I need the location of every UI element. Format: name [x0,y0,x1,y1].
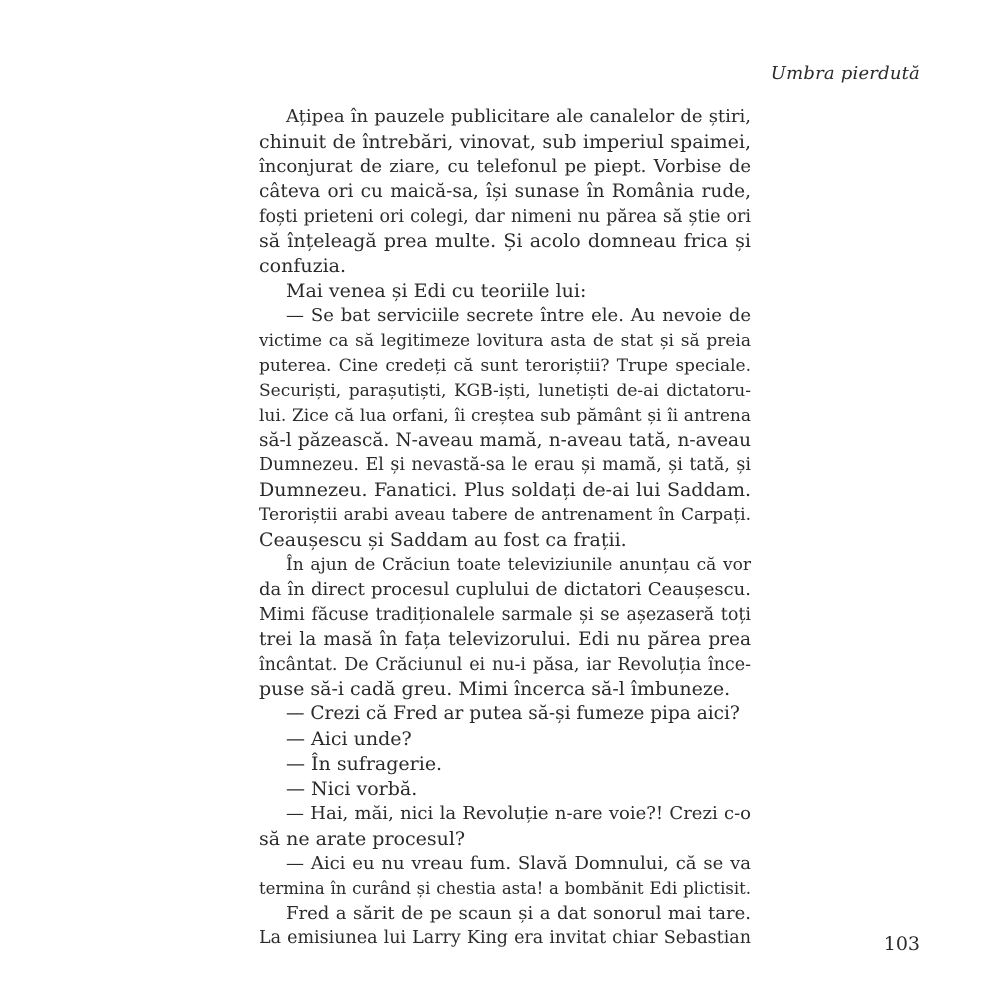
text-line: Fred a sărit de pe scaun și a dat sonorul mai tare. [286,902,751,924]
text-line: — În sufragerie. [286,753,443,776]
text-line: — Hai, măi, nici la Revoluție n-are voie?! Crezi c-o [286,802,751,824]
text-line: Teroriștii arabi aveau tabere de antrenament în Carpați. [259,505,751,526]
text-line: chinuit de întrebări, vinovat, sub imperiul spaimei, [259,130,751,153]
text-line: puterea. Cine credeți că sunt teroriștii? Trupe speciale. [259,355,751,376]
text-line: să ne arate procesul? [259,827,466,850]
running-head: Umbra pierdută [770,63,920,84]
text-line: trei la masă în fața televizorului. Edi nu părea prea [259,628,751,650]
text-line: termina în curând și chestia asta! a bombănit Edi plictisit. [259,878,751,898]
text-line: — Crezi că Fred ar putea să-și fumeze pipa aici? [286,703,740,725]
text-line: puse să-i cadă greu. Mimi încerca să-l îmbuneze. [259,678,731,701]
body-text [259,105,751,951]
text-line: Ceaușescu și Saddam au fost ca frații. [259,529,627,552]
text-line: încântat. De Crăciunul ei nu-i păsa, iar Revoluția înce- [259,654,751,675]
text-line: — Nici vorbă. [286,778,418,801]
text-line: Dumnezeu. El și nevastă-sa le erau și mamă, și tată, și [259,455,751,476]
text-line: — Aici eu nu vreau fum. Slavă Domnului, că se va [286,852,751,874]
text-line: să înțeleagă prea multe. Și acolo domneau frica și [259,230,751,253]
text-line: foști prieteni ori colegi, dar nimeni nu părea să știe ori [259,206,751,227]
text-line: În ajun de Crăciun toate televiziunile anunțau că vor [286,555,751,576]
text-line: Ațipea în pauzele publicitare ale canalelor de știri, [286,106,751,127]
page-number: 103 [883,933,920,955]
text-line: victime ca să legitimeze lovitura asta de stat și să preia [259,331,751,352]
text-line: Mimi făcuse tradiționalele sarmale și se așezaseră toți [259,604,751,625]
text-line: lui. Zice că lua orfani, îi creștea sub pământ și îi antrena [259,405,751,426]
text-line: — Aici unde? [286,728,412,751]
text-line: Securiști, parașutiști, KGB-iști, lunetiști de-ai dictatoru- [259,380,751,401]
text-line: — Se bat serviciile secrete între ele. Au nevoie de [286,305,751,327]
text-line: confuzia. [259,255,347,278]
text-line: Dumnezeu. Fanatici. Plus soldați de-ai lui Saddam. [259,479,751,502]
text-line: da în direct procesul cuplului de dictatori Ceaușescu. [259,578,751,600]
text-line: câteva ori cu maică-sa, își sunase în România rude, [259,180,751,202]
text-line: să-l păzească. N-aveau mamă, n-aveau tată, n-aveau [259,429,751,451]
text-line: Mai venea și Edi cu teoriile lui: [286,280,587,303]
text-line: înconjurat de ziare, cu telefonul pe piept. Vorbise de [259,155,751,177]
text-line: La emisiunea lui Larry King era invitat chiar Sebastian [259,928,751,949]
